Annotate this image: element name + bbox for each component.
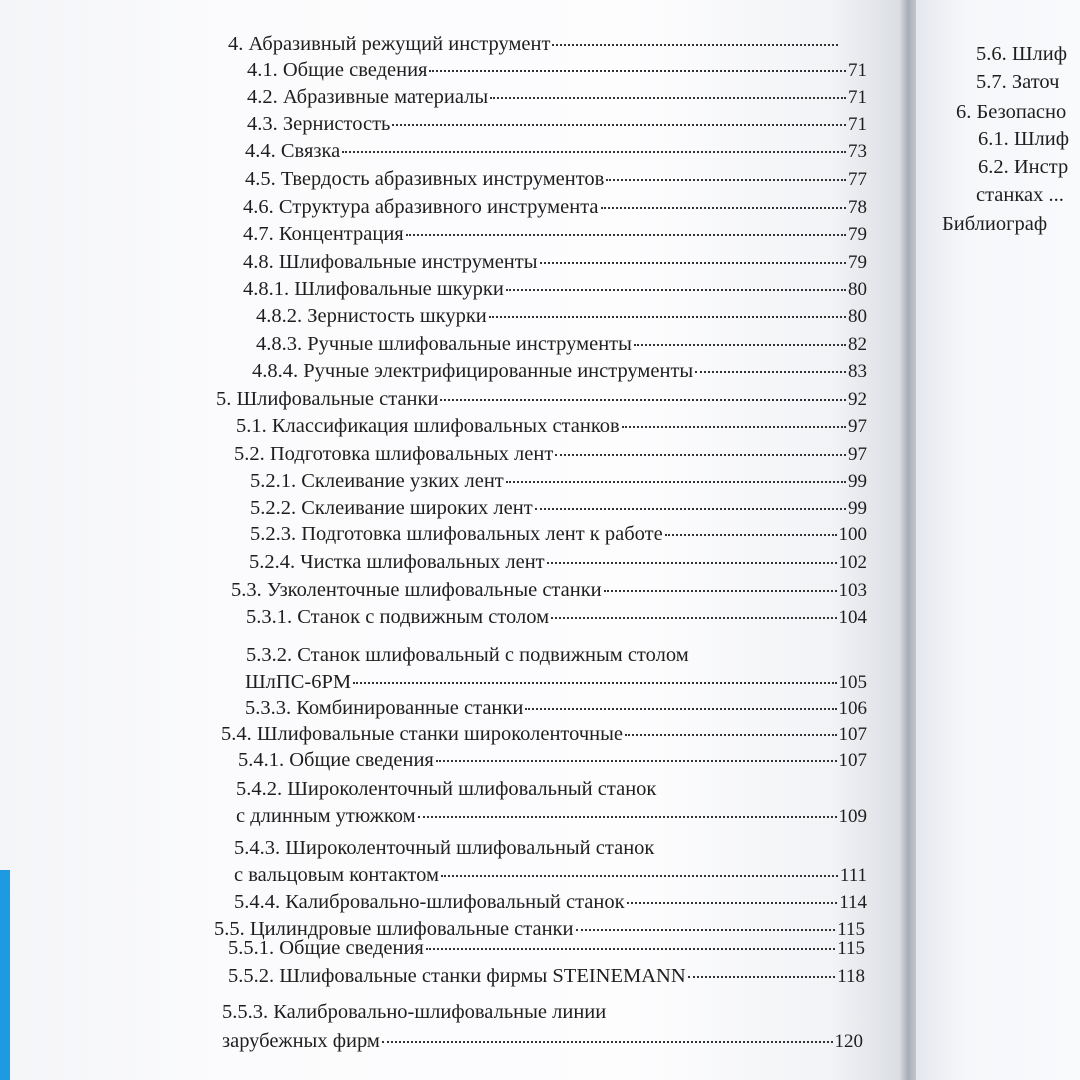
toc-entry-continuation: 5.4.3. Широколенточный шлифовальный станок <box>234 837 655 859</box>
toc-entry <box>256 302 867 330</box>
toc-entry-page: 115 <box>837 938 865 959</box>
toc-entry-continuation: 5.3.2. Станок шлифовальный с подвижным столом <box>246 644 689 666</box>
toc-entry <box>236 802 867 830</box>
toc-entry-page: 120 <box>834 1031 863 1052</box>
toc-entry <box>247 56 867 84</box>
toc-leader-dots <box>392 124 846 126</box>
toc-entry-page: 111 <box>839 865 867 886</box>
toc-leader-dots <box>429 70 846 72</box>
toc-entry-page: 104 <box>838 607 867 628</box>
toc-leader-dots <box>406 234 846 236</box>
toc-leader-dots <box>551 617 836 619</box>
toc-entry <box>245 668 867 696</box>
toc-entry-page: 83 <box>848 361 867 382</box>
toc-leader-dots <box>525 708 836 710</box>
toc-entry-continuation: 5.4.2. Широколенточный шлифовальный станок <box>236 778 657 800</box>
toc-entry-label: 5.2.2. Склеивание широких лент <box>250 497 533 519</box>
toc-entry-label: 4.2. Абразивные материалы <box>247 86 489 108</box>
toc-entry <box>236 412 867 440</box>
toc-entry-label: 5.2.4. Чистка шлифовальных лент <box>249 551 545 573</box>
toc-leader-dots <box>506 481 846 483</box>
toc-entry <box>243 248 867 276</box>
toc-entry-page: 107 <box>838 750 867 771</box>
toc-entry-page: 105 <box>838 672 867 693</box>
toc-entry-page: 79 <box>848 224 867 245</box>
right-line: Библиограф <box>942 213 1048 235</box>
toc-entry-label: 4.8.1. Шлифовальные шкурки <box>243 278 504 300</box>
toc-entry-page: 102 <box>838 552 867 573</box>
toc-leader-dots <box>490 97 846 99</box>
toc-entry <box>247 110 867 138</box>
toc-entry <box>222 1027 863 1055</box>
toc-entry-page: 107 <box>838 724 867 745</box>
toc-entry <box>231 576 867 604</box>
toc-entry <box>228 934 865 962</box>
toc-leader-dots <box>688 976 836 978</box>
toc-entry-label: 4.8.3. Ручные шлифовальные инструменты <box>256 333 632 355</box>
toc-leader-dots <box>604 590 837 592</box>
toc-entry-continuation: 5.5.3. Калибровально-шлифовальные линии <box>222 1001 607 1023</box>
toc-entry-label: 4.8. Шлифовальные инструменты <box>243 251 538 273</box>
toc-entry-page: 103 <box>838 580 867 601</box>
toc-entry <box>246 603 867 631</box>
toc-entry-page: 71 <box>848 87 867 108</box>
toc-entry-label: 4.8.2. Зернистость шкурки <box>256 305 487 327</box>
toc-entry-page: 73 <box>848 141 867 162</box>
toc-entry <box>250 520 867 548</box>
toc-entry-page: 79 <box>848 252 867 273</box>
toc-entry-label: 5. Шлифовальные станки <box>216 388 439 410</box>
toc-entry <box>234 440 867 468</box>
toc-entry-label: 5.1. Классификация шлифовальных станков <box>236 415 620 437</box>
right-line: станках ... <box>976 184 1064 206</box>
toc-entry <box>216 385 867 413</box>
toc-entry-page: 100 <box>838 524 867 545</box>
toc-entry <box>228 962 865 990</box>
toc-entry-page: 92 <box>848 389 867 410</box>
toc-entry-label: 5.5.1. Общие сведения <box>228 937 424 959</box>
toc-leader-dots <box>436 760 837 762</box>
toc-leader-dots <box>622 426 846 428</box>
toc-leader-dots <box>382 1041 833 1043</box>
toc-leader-dots <box>665 534 837 536</box>
toc-entry-page: 80 <box>848 279 867 300</box>
toc-leader-dots <box>535 508 846 510</box>
toc-entry-label: 5.3. Узколенточные шлифовальные станки <box>231 579 602 601</box>
toc-leader-dots <box>440 399 846 401</box>
toc-entry-label: 5.3.1. Станок с подвижным столом <box>246 606 550 628</box>
toc-entry <box>243 193 867 221</box>
toc-leader-dots <box>555 454 846 456</box>
toc-leader-dots <box>418 816 837 818</box>
toc-entry-label: 5.2.3. Подготовка шлифовальных лент к работе <box>250 523 663 545</box>
toc-entry-page: 82 <box>848 334 867 355</box>
toc-entry <box>250 494 867 522</box>
toc-entry-page: 97 <box>848 416 867 437</box>
toc-leader-dots <box>441 875 838 877</box>
toc-entry-label: 4.8.4. Ручные электрифицированные инструменты <box>252 360 694 382</box>
toc-entry-label: 5.2. Подготовка шлифовальных лент <box>234 443 554 465</box>
toc-entry-label: 5.4.4. Калибровально-шлифовальный станок <box>234 891 625 913</box>
toc-entry <box>238 746 867 774</box>
toc-entry-page: 77 <box>848 169 867 190</box>
blue-cover-edge <box>0 870 10 1080</box>
toc-entry-label: 4. Абразивный режущий инструмент <box>228 33 551 55</box>
toc-entry-page: 115 <box>837 919 865 940</box>
toc-entry-label: 5.3.3. Комбинированные станки <box>245 697 524 719</box>
toc-leader-dots <box>627 902 838 904</box>
toc-entry <box>256 330 867 358</box>
right-line: 6. Безопасно <box>956 101 1067 123</box>
toc-leader-dots <box>547 562 837 564</box>
toc-entry-label: 4.6. Структура абразивного инструмента <box>243 196 599 218</box>
toc-entry-page: 99 <box>848 498 867 519</box>
right-line: 5.7. Заточ <box>976 71 1060 93</box>
toc-entry <box>245 165 867 193</box>
toc-entry-label: с длинным утюжком <box>236 805 416 827</box>
toc-leader-dots <box>695 371 846 373</box>
toc-entry <box>245 137 867 165</box>
right-line: 6.1. Шлиф <box>978 128 1070 150</box>
toc-entry-label: 5.2.1. Склеивание узких лент <box>250 470 504 492</box>
toc-entry-label: 5.5. Цилиндровые шлифовальные станки <box>214 918 574 940</box>
right-page <box>916 0 1080 1080</box>
toc-entry <box>234 861 867 889</box>
toc-entry <box>249 548 867 576</box>
toc-entry-page: 118 <box>837 966 865 987</box>
toc-entry-label: 5.4. Шлифовальные станки широколенточные <box>221 723 623 745</box>
toc-entry <box>234 888 867 916</box>
toc-entry <box>228 30 840 58</box>
toc-leader-dots <box>540 262 846 264</box>
toc-entry-label: 5.5.2. Шлифовальные станки фирмы STEINEMANN <box>228 965 686 987</box>
toc-entry-page: 80 <box>848 306 867 327</box>
toc-entry-label: 4.3. Зернистость <box>247 113 391 135</box>
toc-leader-dots <box>506 289 846 291</box>
toc-entry <box>221 720 867 748</box>
toc-entry-label: 4.7. Концентрация <box>243 223 404 245</box>
toc-leader-dots <box>342 151 846 153</box>
toc-entry <box>243 220 867 248</box>
right-line: 5.6. Шлиф <box>976 43 1068 65</box>
toc-entry-label: 4.1. Общие сведения <box>247 59 428 81</box>
toc-leader-dots <box>576 929 836 931</box>
toc-entry-page: 99 <box>848 471 867 492</box>
toc-entry-page: 106 <box>838 698 867 719</box>
toc-entry-page: 97 <box>848 444 867 465</box>
toc-entry-label: с вальцовым контактом <box>234 864 439 886</box>
toc-entry <box>247 83 867 111</box>
toc-leader-dots <box>634 344 846 346</box>
toc-entry-label: 5.4.1. Общие сведения <box>238 749 434 771</box>
toc-leader-dots <box>489 316 846 318</box>
toc-entry <box>243 275 867 303</box>
toc-entry-label: ШлПС-6РМ <box>245 671 352 693</box>
toc-leader-dots <box>625 734 837 736</box>
toc-entry-page: 78 <box>848 197 867 218</box>
right-line: 6.2. Инстр <box>978 156 1069 178</box>
toc-entry-label: 4.4. Связка <box>245 140 341 162</box>
toc-leader-dots <box>353 682 836 684</box>
toc-leader-dots <box>601 207 847 209</box>
toc-entry-page: 71 <box>848 114 867 135</box>
toc-leader-dots <box>606 179 846 181</box>
toc-leader-dots <box>426 948 835 950</box>
toc-entry <box>250 467 867 495</box>
toc-entry-label: зарубежных фирм <box>222 1030 380 1052</box>
toc-entry <box>252 357 867 385</box>
toc-entry-page: 71 <box>848 60 867 81</box>
toc-entry <box>245 694 867 722</box>
toc-entry-page: 109 <box>838 806 867 827</box>
toc-entry-label: 4.5. Твердость абразивных инструментов <box>245 168 605 190</box>
toc-entry-page: 114 <box>839 892 867 913</box>
toc-leader-dots <box>552 44 838 46</box>
